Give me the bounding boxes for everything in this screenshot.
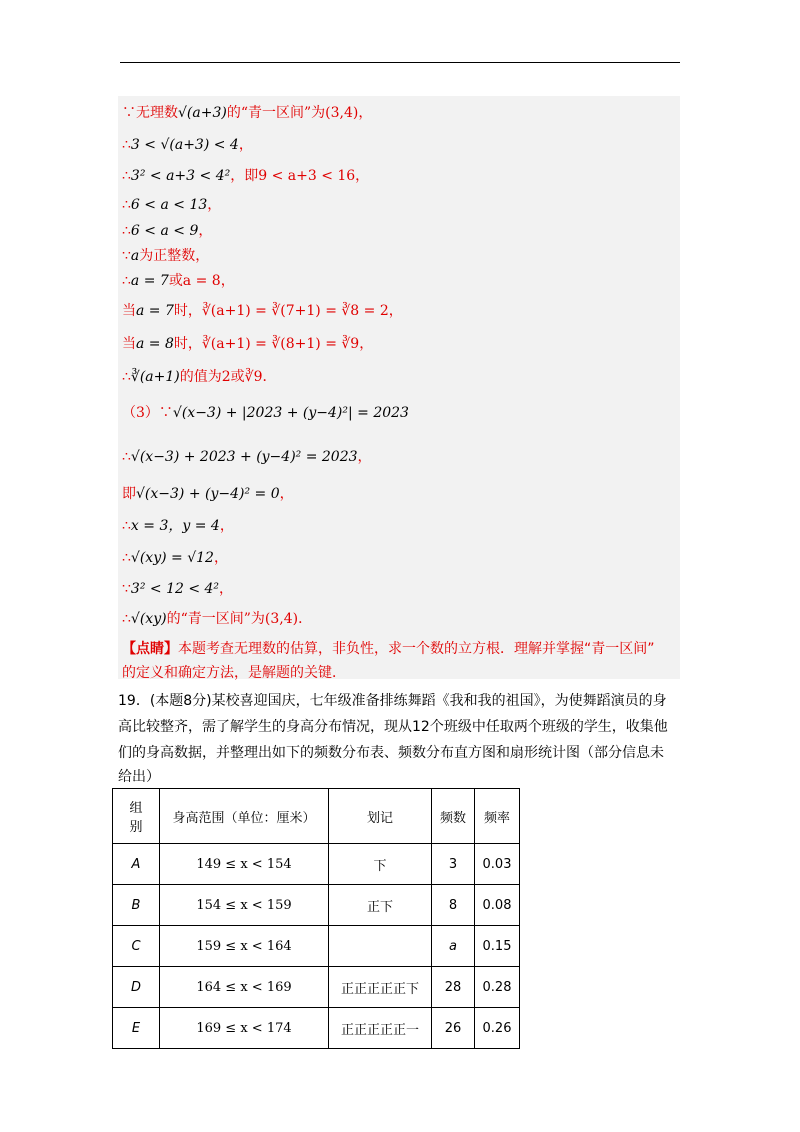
cell-range: 159 ≤ x < 164 (160, 926, 329, 967)
solution-line: ∴√(x−3) + 2023 + (y−4)² = 2023， (122, 449, 372, 465)
solution-line: ∴3 < √(a+3) < 4， (122, 137, 253, 153)
cell-group: A (113, 844, 160, 885)
solution-line: （3）∵√(x−3) + |2023 + (y−4)²| = 2023 (122, 405, 409, 421)
cell-count: 28 (432, 967, 475, 1008)
cell-tally: 正正正正正一 (329, 1008, 432, 1049)
question-19-line-4: 给出） (118, 769, 160, 785)
solution-line: ∴√(xy)的“青一区间”为(3,4)． (122, 611, 313, 627)
solution-line: ∴∛(a+1)的值为2或∛9． (122, 369, 277, 385)
cell-rate: 0.08 (475, 885, 520, 926)
header-group: 组 别 (113, 789, 160, 844)
solution-line: ∴x = 3，y = 4， (122, 518, 234, 534)
cell-range: 169 ≤ x < 174 (160, 1008, 329, 1049)
solution-line: ∴3² < a+3 < 4²，即9 < a+3 < 16， (122, 168, 370, 184)
cell-rate: 0.26 (475, 1008, 520, 1049)
cell-rate: 0.15 (475, 926, 520, 967)
header-count: 频数 (432, 789, 475, 844)
cell-range: 164 ≤ x < 169 (160, 967, 329, 1008)
solution-line: 当a = 8时，∛(a+1) = ∛(8+1) = ∛9， (122, 336, 374, 352)
solution-line: 当a = 7时，∛(a+1) = ∛(7+1) = ∛8 = 2， (122, 303, 403, 319)
solution-line: ∴a = 7或a = 8， (122, 273, 235, 289)
frequency-table (112, 788, 520, 1049)
cell-group: D (113, 967, 160, 1008)
cell-count: 3 (432, 844, 475, 885)
header-rule (120, 62, 680, 63)
question-19-line-2: 高比较整齐，需了解学生的身高分布情况，现从12个班级中任取两个班级的学生，收集他 (118, 719, 668, 735)
cell-count: a (432, 926, 475, 967)
cell-tally: 正正正正正下 (329, 967, 432, 1008)
cell-range: 154 ≤ x < 159 (160, 885, 329, 926)
question-19-line-3: 们的身高数据，并整理出如下的频数分布表、频数分布直方图和扇形统计图（部分信息未 (118, 745, 664, 761)
table-row (113, 1008, 520, 1049)
solution-line: ∵无理数√(a+3)的“青一区间”为(3,4)， (122, 105, 373, 121)
cell-range: 149 ≤ x < 154 (160, 844, 329, 885)
cell-tally: 下 (329, 844, 432, 885)
note-line-1: 【点睛】本题考查无理数的估算，非负性，求一个数的立方根．理解并掌握“青一区间” (122, 641, 655, 657)
solution-line: ∴6 < a < 13， (122, 197, 222, 213)
note-line-2: 的定义和确定方法，是解题的关键． (122, 665, 346, 681)
header-tally: 划记 (329, 789, 432, 844)
cell-rate: 0.03 (475, 844, 520, 885)
solution-line: ∵3² < 12 < 4²， (122, 581, 234, 597)
solution-line: ∴√(xy) = √12， (122, 550, 228, 566)
cell-group: E (113, 1008, 160, 1049)
table-row (113, 926, 520, 967)
table-row (113, 844, 520, 885)
question-19-line-1: 19．(本题8分)某校喜迎国庆，七年级准备排练舞蹈《我和我的祖国》，为使舞蹈演员的身 (118, 693, 667, 709)
cell-count: 8 (432, 885, 475, 926)
cell-tally: 正下 (329, 885, 432, 926)
cell-tally (329, 926, 432, 967)
cell-count: 26 (432, 1008, 475, 1049)
cell-group: B (113, 885, 160, 926)
table-row (113, 885, 520, 926)
table-header-row (113, 789, 520, 844)
solution-line: ∵a为正整数， (122, 248, 210, 264)
solution-line: ∴6 < a < 9， (122, 223, 213, 239)
solution-line: 即√(x−3) + (y−4)² = 0， (122, 486, 294, 502)
header-rate: 频率 (475, 789, 520, 844)
header-range: 身高范围（单位：厘米） (160, 789, 329, 844)
cell-group: C (113, 926, 160, 967)
cell-rate: 0.28 (475, 967, 520, 1008)
table-row (113, 967, 520, 1008)
